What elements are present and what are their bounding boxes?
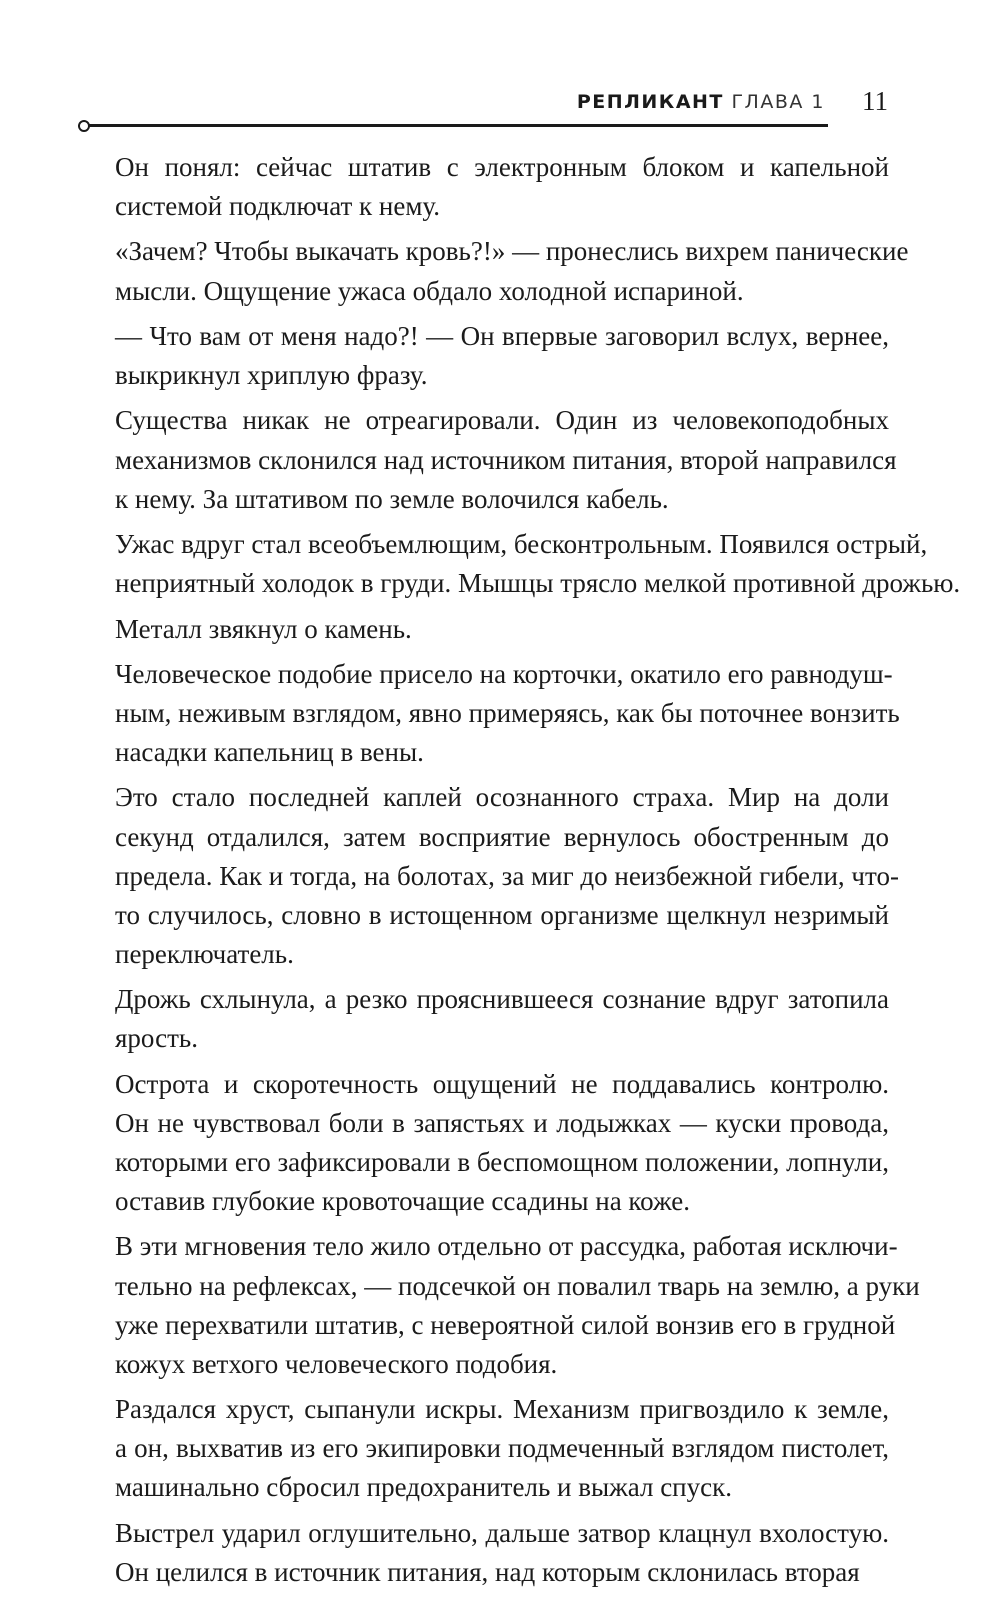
text-line: Человеческое подобие присело на корточки, окатило его равнодуш- xyxy=(115,658,893,689)
text-line: Металл звякнул о камень. xyxy=(115,613,412,644)
text-line: механизмов склонился над источником питания, второй направился xyxy=(115,444,897,475)
paragraph xyxy=(78,1514,889,1592)
paragraph xyxy=(78,401,897,518)
text-line: Дрожь схлынула, а резко прояснившееся сознание вдруг затопила xyxy=(115,984,889,1015)
paragraph xyxy=(78,232,909,310)
text-line: переключатель. xyxy=(115,938,294,969)
text-line: то случилось, словно в истощенном организме щелкнул незримый xyxy=(115,899,889,930)
chapter-label: ГЛАВА 1 xyxy=(731,91,825,113)
paragraph xyxy=(78,1390,889,1507)
text-line: которыми его зафиксировали в беспомощном положении, лопнули, xyxy=(115,1146,889,1177)
text-line: «Зачем? Чтобы выкачать кровь?!» — пронеслись вихрем панические xyxy=(115,236,909,267)
paragraph xyxy=(78,778,899,973)
text-line: а он, выхватив из его экипировки подмеченный взглядом пистолет, xyxy=(115,1433,889,1464)
book-title: РЕПЛИКАНТ xyxy=(576,91,724,113)
page-header xyxy=(0,84,1000,124)
paragraph xyxy=(78,655,900,772)
text-line: — Что вам от меня надо?! — Он впервые заговорил вслух, вернее, xyxy=(115,320,889,351)
paragraph xyxy=(78,610,889,649)
text-line: Он понял: сейчас штатив с электронным блоком и капельной xyxy=(115,152,889,182)
text-line: оставив глубокие кровоточащие ссадины на коже. xyxy=(115,1186,691,1217)
text-line: к нему. За штативом по земле волочился кабель. xyxy=(115,483,669,514)
text-line: ным, неживым взглядом, явно примеряясь, как бы поточнее вонзить xyxy=(115,698,900,728)
text-line: Это стало последней каплей осознанного страха. Мир на доли xyxy=(115,782,889,813)
text-line: выкрикнул хриплую фразу. xyxy=(115,360,428,391)
paragraph xyxy=(78,980,889,1058)
text-line: Раздался хруст, сыпанули искры. Механизм пригвоздило к земле, xyxy=(115,1394,889,1425)
text-line: ярость. xyxy=(115,1023,198,1054)
text-line: Острота и скоротечность ощущений не поддавались контролю. xyxy=(115,1068,889,1099)
paragraph xyxy=(78,1227,920,1383)
page-number: 11 xyxy=(862,86,888,116)
text-line: Выстрел ударил оглушительно, дальше затвор клацнул вхолостую. xyxy=(115,1517,889,1548)
header-rule-circle-ornament xyxy=(78,120,90,132)
text-line: тельно на рефлексах, — подсечкой он повалил тварь на землю, а руки xyxy=(115,1270,920,1301)
paragraph xyxy=(78,525,961,603)
text-line: системой подключат к нему. xyxy=(115,191,440,222)
text-line: Существа никак не отреагировали. Один из человекоподобных xyxy=(115,405,889,436)
text-line: секунд отдалился, затем восприятие вернулось обостренным до xyxy=(115,821,889,852)
text-line: Он целился в источник питания, над которым склонилась вторая xyxy=(115,1556,860,1587)
text-line: неприятный холодок в груди. Мышцы трясло мелкой противной дрожью. xyxy=(115,568,961,599)
text-line: Он не чувствовал боли в запястьях и лодыжках — куски провода, xyxy=(115,1107,889,1138)
paragraph xyxy=(78,317,889,395)
text-line: насадки капельниц в вены. xyxy=(115,737,424,768)
text-line: машинально сбросил предохранитель и выжал спуск. xyxy=(115,1472,732,1503)
text-line: В эти мгновения тело жило отдельно от рассудка, работая исключи- xyxy=(115,1231,898,1262)
header-rule xyxy=(86,124,828,127)
text-line: кожух ветхого человеческого подобия. xyxy=(115,1348,558,1379)
paragraph xyxy=(78,148,889,226)
body-text xyxy=(78,148,961,1598)
text-line: Ужас вдруг стал всеобъемлющим, бесконтрольным. Появился острый, xyxy=(115,529,928,560)
text-line: уже перехватили штатив, с невероятной силой вонзив его в грудной xyxy=(115,1309,896,1340)
running-head xyxy=(577,91,825,113)
text-line: предела. Как и тогда, на болотах, за миг до неизбежной гибели, что- xyxy=(115,860,899,891)
text-line: мысли. Ощущение ужаса обдало холодной испариной. xyxy=(115,275,744,306)
paragraph xyxy=(78,1065,889,1221)
